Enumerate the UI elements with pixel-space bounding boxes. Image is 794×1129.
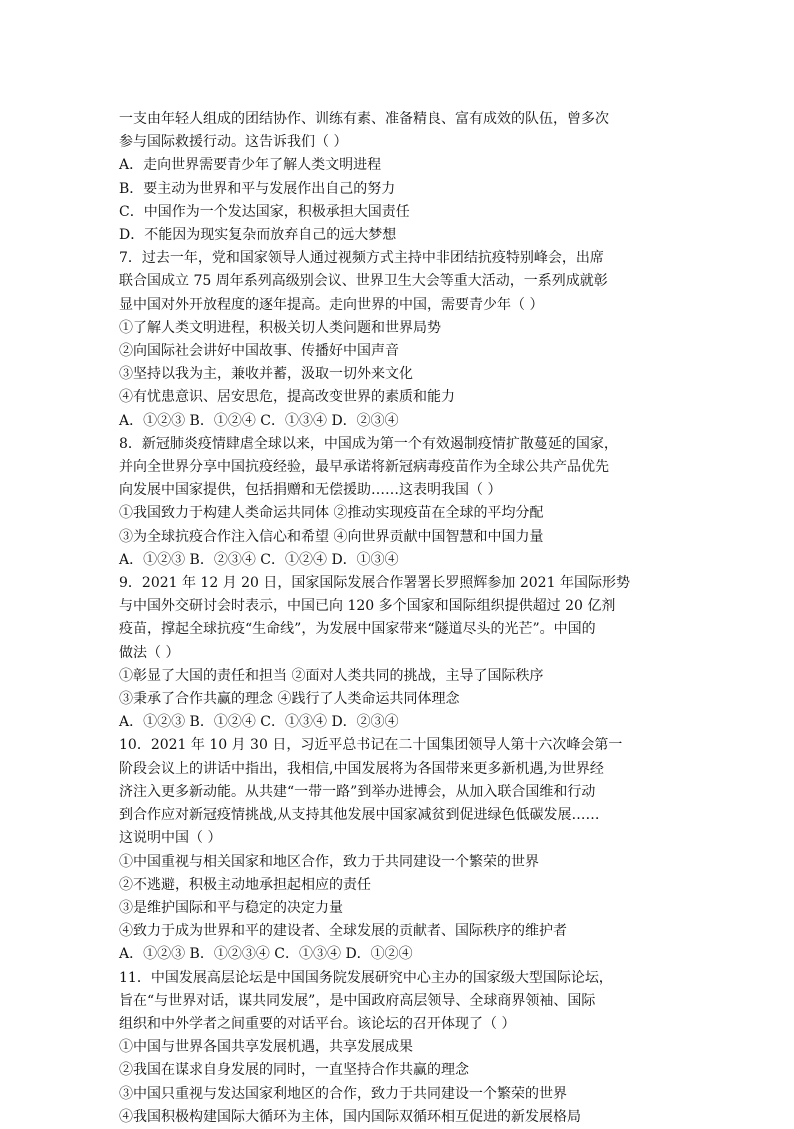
answer-options: A．①②③ B．②③④ C．①②④ D．①③④ <box>119 551 399 568</box>
statement-line: ④我国积极构建国际大循环为主体，国内国际双循环相互促进的新发展格局 <box>119 1108 581 1125</box>
option-line: B．要主动为世界和平与发展作出自己的努力 <box>119 180 396 197</box>
option-line: A．走向世界需要青少年了解人类文明进程 <box>119 157 382 174</box>
statement-line: ③坚持以我为主，兼收并蓄，汲取一切外来文化 <box>119 366 413 383</box>
statement-line: ④致力于成为世界和平的建设者、全球发展的贡献者、国际秩序的维护者 <box>119 923 567 940</box>
answer-options: A．①②③ B．①②④ C．①③④ D．②③④ <box>119 714 399 731</box>
statement-line: ②向国际社会讲好中国故事、传播好中国声音 <box>119 343 399 360</box>
exam-page <box>119 108 679 1129</box>
text-line: 并向全世界分享中国抗疫经验，最早承诺将新冠病毒疫苗作为全球公共产品优先 <box>119 459 609 476</box>
statement-line: ④有忧患意识、居安思危，提高改变世界的素质和能力 <box>119 389 455 406</box>
statement-line: ③中国只重视与发达国家利地区的合作，致力于共同建设一个繁荣的世界 <box>119 1085 567 1102</box>
statement-line: ②我国在谋求自身发展的同时，一直坚持合作共赢的理念 <box>119 1062 469 1079</box>
text-line: 做法（ ） <box>119 644 180 661</box>
text-line: 这说明中国（ ） <box>119 830 222 847</box>
statement-line: ①我国致力于构建人类命运共同体 ②推动实现疫苗在全球的平均分配 <box>119 505 544 522</box>
statement-line: ③为全球抗疫合作注入信心和希望 ④向世界贡献中国智慧和中国力量 <box>119 528 544 545</box>
question-8: 8．新冠肺炎疫情肆虐全球以来，中国成为第一个有效遏制疫情扩散蔓延的国家， <box>119 435 618 452</box>
answer-options: A．①②③ B．①②④ C．①③④ D．②③④ <box>119 412 399 429</box>
text-line: 到合作应对新冠疫情挑战,从支持其他发展中国家减贫到促进绿色低碳发展…… <box>119 807 600 824</box>
question-9: 9．2021 年 12 月 20 日，国家国际发展合作署署长罗照辉参加 2021 年国际形势 <box>119 575 630 592</box>
text-line: 向发展中国家提供，包括捐赠和无偿援助……这表明我国（ ） <box>119 482 502 499</box>
statement-line: ①中国重视与相关国家和地区合作，致力于共同建设一个繁荣的世界 <box>119 853 539 870</box>
text-line: 疫苗，撑起全球抗疫“生命线”，为发展中国家带来“隧道尽头的光芒”。中国的 <box>119 621 596 638</box>
question-7: 7．过去一年，党和国家领导人通过视频方式主持中非团结抗疫特别峰会，出席 <box>119 250 604 267</box>
text-line: 旨在“与世界对话，谋共同发展”，是中国政府高层领导、全球商界领袖、国际 <box>119 992 596 1009</box>
statement-line: ③秉承了合作共赢的理念 ④践行了人类命运共同体理念 <box>119 691 460 708</box>
text-line: 阶段会议上的讲话中指出，我相信,中国发展将为各国带来更多新机遇,为世界经 <box>119 760 604 777</box>
text-line: 与中国外交研讨会时表示，中国已向 120 多个国家和国际组织提供超过 20 亿剂 <box>119 598 616 615</box>
text-line: 联合国成立 75 周年系列高级别会议、世界卫生大会等重大活动，一系列成就彰 <box>119 273 608 290</box>
statement-line: ①了解人类文明进程，积极关切人类问题和世界局势 <box>119 319 441 336</box>
statement-line: ①彰显了大国的责任和担当 ②面对人类共同的挑战，主导了国际秩序 <box>119 667 544 684</box>
statement-line: ②不逃避，积极主动地承担起相应的责任 <box>119 876 371 893</box>
question-11: 11．中国发展高层论坛是中国国务院发展研究中心主办的国家级大型国际论坛， <box>119 969 613 986</box>
statement-line: ③是维护国际和平与稳定的决定力量 <box>119 899 343 916</box>
text-line: 组织和中外学者之间重要的对话平台。该论坛的召开体现了（ ） <box>119 1015 516 1032</box>
option-line: D．不能因为现实复杂而放弃自己的远大梦想 <box>119 227 397 244</box>
answer-options: A．①②③ B．①②③④ C．①③④ D．①②④ <box>119 946 413 963</box>
text-line: 参与国际救援行动。这告诉我们（ ） <box>119 134 348 151</box>
text-line: 一支由年轻人组成的团结协作、训练有素、准备精良、富有成效的队伍，曾多次 <box>119 111 609 127</box>
question-10: 10．2021 年 10 月 30 日，习近平总书记在二十国集团领导人第十六次峰会第一 <box>119 737 623 754</box>
text-line: 显中国对外开放程度的逐年提高。走向世界的中国，需要青少年（ ） <box>119 296 544 313</box>
text-line: 济注入更多新动能。从共建“一带一路”到举办进博会，从加入联合国维和行动 <box>119 783 596 800</box>
statement-line: ①中国与世界各国共享发展机遇，共享发展成果 <box>119 1039 413 1056</box>
option-line: C．中国作为一个发达国家，积极承担大国责任 <box>119 203 410 220</box>
